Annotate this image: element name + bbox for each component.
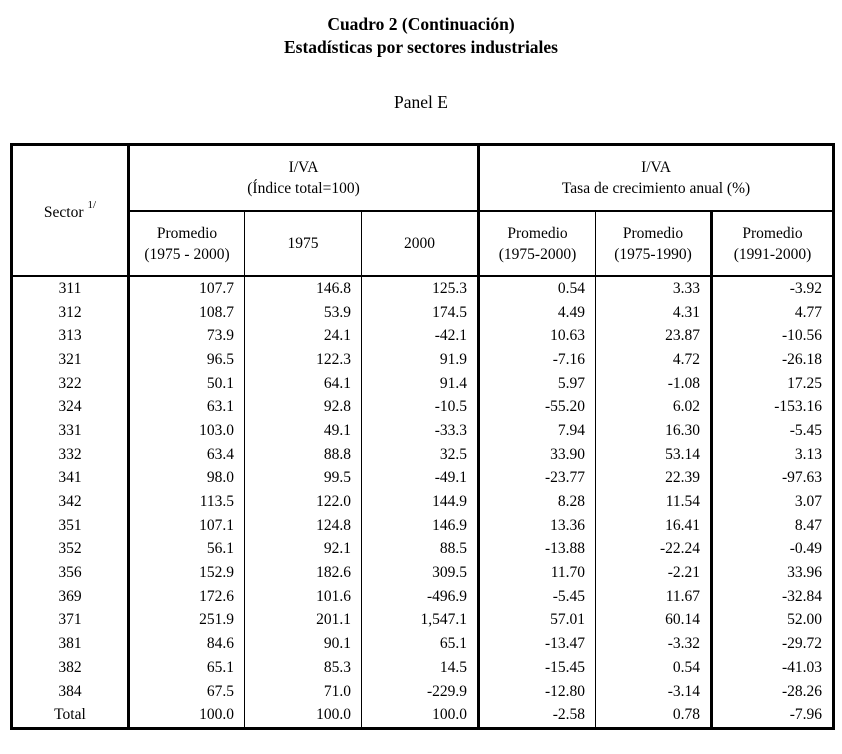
value-cell: 122.0 [245, 490, 362, 514]
value-cell: 172.6 [129, 585, 245, 609]
subheader-promedio-1975-1990: Promedio (1975-1990) [596, 211, 712, 276]
subheader-promedio-1991-2000: Promedio (1991-2000) [712, 211, 834, 276]
value-cell: 63.1 [129, 395, 245, 419]
group-header-index [129, 145, 479, 212]
value-cell: 103.0 [129, 419, 245, 443]
value-cell: 251.9 [129, 609, 245, 633]
sector-cell: 332 [12, 443, 129, 467]
value-cell: 3.33 [596, 276, 712, 301]
table-header [12, 145, 834, 277]
value-cell: 88.8 [245, 443, 362, 467]
value-cell: 107.7 [129, 276, 245, 301]
value-cell: -13.47 [479, 632, 596, 656]
value-cell: -1.08 [596, 372, 712, 396]
sector-header-label: Sector [43, 204, 84, 221]
sector-cell: 322 [12, 372, 129, 396]
value-cell: -28.26 [781, 682, 823, 700]
sector-cell: Total [12, 703, 129, 728]
value-cell: 22.39 [596, 467, 712, 491]
value-cell: 50.1 [129, 372, 245, 396]
table-row [12, 490, 834, 514]
value-cell: 98.0 [129, 467, 245, 491]
value-cell: 65.1 [129, 656, 245, 680]
table-row [12, 301, 834, 325]
value-cell: -10.56 [781, 327, 823, 345]
value-cell: -0.49 [789, 540, 823, 558]
table-row [12, 419, 834, 443]
value-cell: 73.9 [129, 324, 245, 348]
table-row [12, 561, 834, 585]
value-cell: -3.92 [789, 279, 823, 297]
value-cell: 100.0 [129, 703, 245, 728]
value-cell: -7.96 [789, 706, 823, 724]
sector-cell: 382 [12, 656, 129, 680]
value-cell: 71.0 [245, 680, 362, 704]
sector-cell: 331 [12, 419, 129, 443]
group2-line2: Tasa de crecimiento anual (%) [561, 180, 751, 197]
value-cell: 4.72 [596, 348, 712, 372]
table-row [12, 703, 834, 728]
group-header-row [12, 145, 834, 212]
sector-cell: 356 [12, 561, 129, 585]
value-cell: 0.54 [596, 656, 712, 680]
value-cell: 16.41 [596, 514, 712, 538]
table-row [12, 680, 834, 704]
value-cell: 309.5 [362, 561, 479, 585]
value-cell: 99.5 [245, 467, 362, 491]
value-cell: 91.4 [362, 372, 479, 396]
sector-cell: 371 [12, 609, 129, 633]
sector-cell: 341 [12, 467, 129, 491]
table-row [12, 348, 834, 372]
value-cell: 146.9 [362, 514, 479, 538]
value-cell: -55.20 [479, 395, 596, 419]
value-cell: 91.9 [362, 348, 479, 372]
value-cell: 17.25 [787, 374, 823, 392]
value-cell: 146.8 [245, 276, 362, 301]
table-body [12, 276, 834, 729]
value-cell: 84.6 [129, 632, 245, 656]
value-cell: 90.1 [245, 632, 362, 656]
table-row [12, 538, 834, 562]
value-cell: 53.14 [596, 443, 712, 467]
subheader-promedio-1975-2000-index: Promedio (1975 - 2000) [129, 211, 245, 276]
value-cell: -15.45 [479, 656, 596, 680]
value-cell: 60.14 [596, 609, 712, 633]
value-cell: -2.21 [596, 561, 712, 585]
value-cell: -23.77 [479, 467, 596, 491]
table-row [12, 609, 834, 633]
value-cell: 4.77 [794, 303, 823, 321]
table-row [12, 276, 834, 301]
value-cell: -153.16 [774, 398, 823, 416]
group1-line1: I/VA [288, 159, 319, 176]
value-cell: -42.1 [362, 324, 479, 348]
value-cell: 64.1 [245, 372, 362, 396]
sector-cell: 313 [12, 324, 129, 348]
value-cell: 8.28 [479, 490, 596, 514]
subheader-1975: 1975 [245, 211, 362, 276]
value-cell: -7.16 [479, 348, 596, 372]
value-cell: -5.45 [789, 421, 823, 439]
value-cell: 100.0 [245, 703, 362, 728]
sector-column-header [12, 145, 129, 277]
value-cell: 3.13 [794, 445, 823, 463]
value-cell: -33.3 [362, 419, 479, 443]
value-cell: 63.4 [129, 443, 245, 467]
value-cell: 23.87 [596, 324, 712, 348]
value-cell: -3.14 [596, 680, 712, 704]
value-cell: 33.90 [479, 443, 596, 467]
value-cell: 11.54 [596, 490, 712, 514]
value-cell: 56.1 [129, 538, 245, 562]
value-cell: -29.72 [781, 635, 823, 653]
value-cell: 92.8 [245, 395, 362, 419]
value-cell: -26.18 [781, 350, 823, 368]
value-cell: 182.6 [245, 561, 362, 585]
footnote-mark: 1/ [87, 199, 97, 211]
value-cell: 67.5 [129, 680, 245, 704]
value-cell: 11.67 [596, 585, 712, 609]
subheader-2000: 2000 [362, 211, 479, 276]
value-cell: 125.3 [362, 276, 479, 301]
value-cell: 33.96 [787, 564, 823, 582]
table-row [12, 632, 834, 656]
panel-label: Panel E [394, 92, 448, 112]
sector-cell: 381 [12, 632, 129, 656]
table-row [12, 395, 834, 419]
sector-cell: 342 [12, 490, 129, 514]
value-cell: -10.5 [362, 395, 479, 419]
value-cell: 65.1 [362, 632, 479, 656]
value-cell: 100.0 [362, 703, 479, 728]
statistics-table [10, 143, 835, 730]
value-cell: 8.47 [794, 516, 823, 534]
value-cell: 52.00 [787, 611, 823, 629]
table-row [12, 443, 834, 467]
table-row [12, 585, 834, 609]
value-cell: -32.84 [781, 587, 823, 605]
value-cell: -13.88 [479, 538, 596, 562]
group1-line2: (Índice total=100) [247, 180, 360, 197]
value-cell: 122.3 [245, 348, 362, 372]
value-cell: 57.01 [479, 609, 596, 633]
sub-header-row [12, 211, 834, 276]
table-row [12, 372, 834, 396]
group2-line1: I/VA [641, 159, 671, 176]
sector-cell: 324 [12, 395, 129, 419]
page-title-line1: Cuadro 2 (Continuación) [327, 14, 515, 34]
sector-cell: 384 [12, 680, 129, 704]
value-cell: -49.1 [362, 467, 479, 491]
value-cell: 113.5 [129, 490, 245, 514]
value-cell: -496.9 [362, 585, 479, 609]
value-cell: 5.97 [479, 372, 596, 396]
value-cell: 107.1 [129, 514, 245, 538]
subheader-promedio-1975-2000-growth: Promedio (1975-2000) [479, 211, 596, 276]
value-cell: -3.32 [596, 632, 712, 656]
table-row [12, 656, 834, 680]
value-cell: 24.1 [245, 324, 362, 348]
value-cell: 101.6 [245, 585, 362, 609]
document-header [0, 0, 842, 113]
value-cell: 152.9 [129, 561, 245, 585]
sector-cell: 312 [12, 301, 129, 325]
value-cell: 201.1 [245, 609, 362, 633]
page-title-line2: Estadísticas por sectores industriales [283, 37, 558, 57]
value-cell: 0.54 [479, 276, 596, 301]
value-cell: -5.45 [479, 585, 596, 609]
value-cell: 124.8 [245, 514, 362, 538]
value-cell: 11.70 [479, 561, 596, 585]
sector-cell: 311 [12, 276, 129, 301]
value-cell: 96.5 [129, 348, 245, 372]
value-cell: 1,547.1 [362, 609, 479, 633]
value-cell: 49.1 [245, 419, 362, 443]
value-cell: 85.3 [245, 656, 362, 680]
value-cell: 13.36 [479, 514, 596, 538]
value-cell: -22.24 [596, 538, 712, 562]
value-cell: -229.9 [362, 680, 479, 704]
value-cell: 0.78 [596, 703, 712, 728]
value-cell: -41.03 [781, 658, 823, 676]
value-cell: 144.9 [362, 490, 479, 514]
value-cell: 108.7 [129, 301, 245, 325]
group-header-growth [479, 145, 834, 212]
value-cell: 174.5 [362, 301, 479, 325]
value-cell: 4.31 [596, 301, 712, 325]
sector-cell: 352 [12, 538, 129, 562]
value-cell: 53.9 [245, 301, 362, 325]
sector-cell: 351 [12, 514, 129, 538]
table-row [12, 324, 834, 348]
value-cell: 92.1 [245, 538, 362, 562]
value-cell: 7.94 [479, 419, 596, 443]
value-cell: -97.63 [781, 469, 823, 487]
table-row [12, 467, 834, 491]
value-cell: -2.58 [479, 703, 596, 728]
value-cell: 32.5 [362, 443, 479, 467]
value-cell: 16.30 [596, 419, 712, 443]
table-row [12, 514, 834, 538]
value-cell: -12.80 [479, 680, 596, 704]
value-cell: 3.07 [794, 493, 823, 511]
value-cell: 6.02 [596, 395, 712, 419]
sector-cell: 321 [12, 348, 129, 372]
value-cell: 4.49 [479, 301, 596, 325]
value-cell: 88.5 [362, 538, 479, 562]
value-cell: 10.63 [479, 324, 596, 348]
sector-cell: 369 [12, 585, 129, 609]
value-cell: 14.5 [362, 656, 479, 680]
